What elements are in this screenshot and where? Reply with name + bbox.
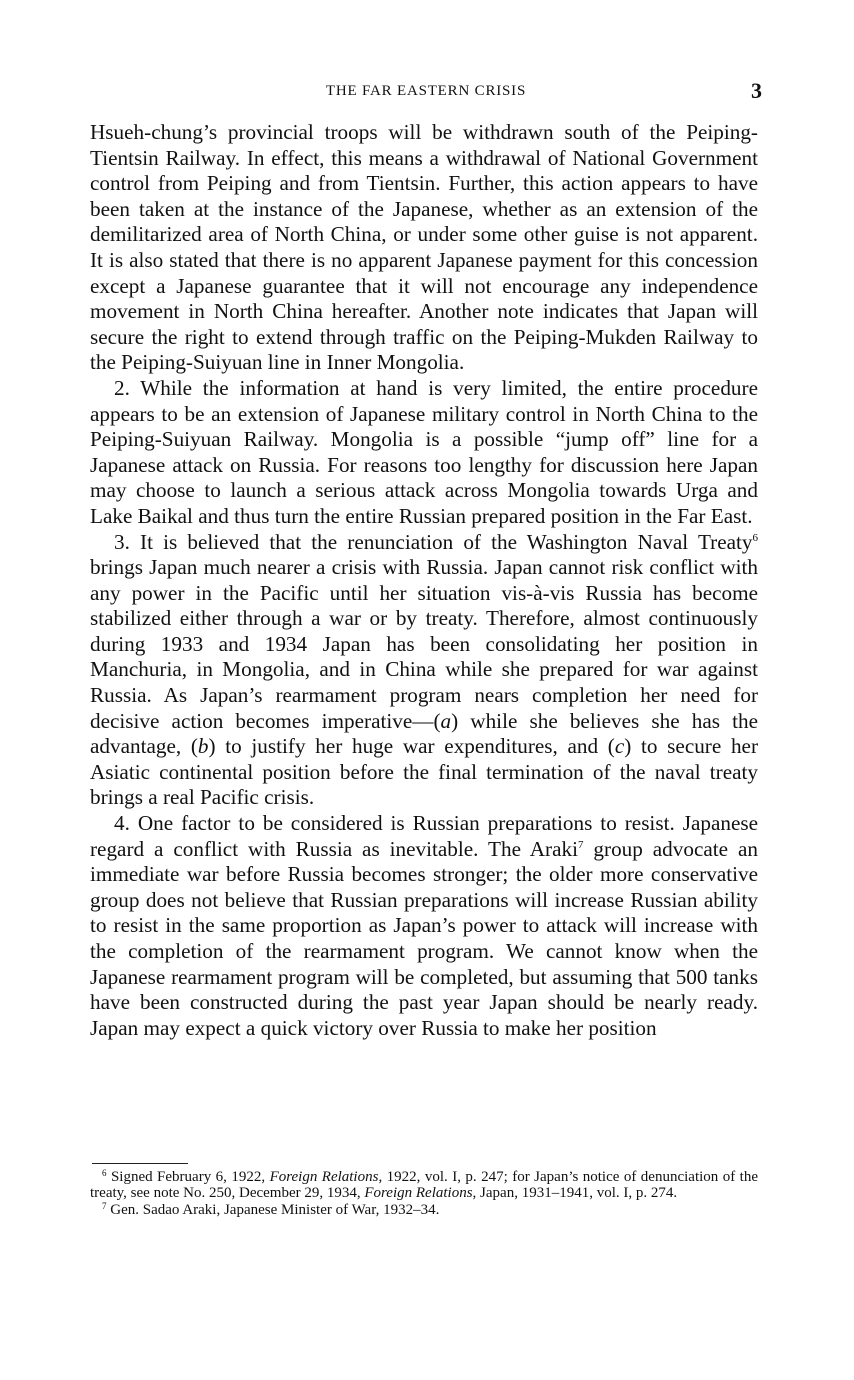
footnote-ref-7: 7 (577, 838, 584, 851)
running-title: THE FAR EASTERN CRISIS (325, 83, 527, 99)
body-text (90, 120, 758, 1041)
footnotes (90, 1169, 758, 1218)
list-marker-a: a (440, 708, 452, 733)
paragraph-text: 2. While the information at hand is very limited, the entire procedure appears to be an extension of Japanese military control in North China to the Peiping-Suiyuan Railway. Mongolia is a possible “jump off” line for a Japanese attack on Russia. For reasons too lengthy for discussion here Japan may choose to launch a serious attack across Mongolia towards Urga and Lake Baikal and thus turn the entire Russian prepared position in the Far East. (90, 375, 758, 528)
list-marker-c: c (614, 734, 625, 759)
citation-title: Foreign Relations (269, 1169, 379, 1185)
footnote-text: Gen. Sadao Araki, Japanese Minister of War, 1932–34. (106, 1201, 440, 1218)
paragraph-2 (90, 376, 758, 530)
footnote-text: , Japan, 1931–1941, vol. (472, 1185, 624, 1202)
paragraph-text: Hsueh-chung’s provincial troops will be withdrawn south of the Peiping-Tientsin Railway. In effect, this means a withdrawal of National Government control from Peiping and from Tientsin. Further, this action appears to have been taken at the instance of the Japanese, whether as an extension of the demilitarized area of North China, or under some other guise is not apparent. It is also stated that there is no apparent Japanese payment for this concession except a Japanese guarantee that it will not encourage any independence movement in North China hereafter. Another note indicates that Japan will secure the right to extend through traffic on the Peiping-Mukden Railway to the Peiping-Suiyuan line in Inner Mongolia. (90, 120, 758, 375)
paragraph-text: ) to justify her huge war expenditures, and ( (208, 734, 615, 759)
footnote-ref-6: 6 (752, 531, 758, 544)
page-header (90, 80, 762, 106)
footnote-7 (90, 1202, 758, 1218)
paragraph-text: brings Japan much nearer a crisis with Russia. Japan cannot risk conflict with any power in the Pacific until her situation vis-à-vis Russia has become stabilized either through a war or by treaty. Therefore, almost continuously during 1933 and 1934 Japan has been consolidating her position in Manchuria, in Mongolia, and in China while she prepared for war against Russia. As Japan’s rearmament program nears completion her need for decisive action becomes imperative—( (90, 555, 758, 733)
footnote-divider (92, 1163, 188, 1164)
page-number: 3 (751, 78, 762, 103)
paragraph-text: 3. It is believed that the renunciation of the Washington Naval Treaty (114, 529, 753, 554)
paragraph-continued (90, 120, 758, 376)
citation-title: Foreign Relations (364, 1185, 473, 1202)
footnote-mark: 6 (102, 1168, 107, 1178)
footnote-text: , 1922, vol. (378, 1169, 453, 1185)
paragraph-3 (90, 530, 758, 812)
paragraph-text: 4. One factor to be considered is Russian preparations to resist. Japanese regard a conflict with Russia as inevitable. The Araki (90, 811, 758, 861)
footnote-6 (90, 1169, 758, 1202)
paragraph-text: ) while she believes she has the advantage, ( (90, 708, 758, 759)
footnote-mark: 7 (102, 1200, 107, 1211)
paragraph-text: group advocate an immediate war before Russia becomes stronger; the older more conservative group does not believe that Russian preparations will increase Russian ability to resist in the same proportion as Japan’s power to attack will increase with the completion of the rearmament program. We cannot know when the Japanese rearmament program will be completed, but assuming that 500 tanks have been constructed during the past year Japan should be nearly ready. Japan may expect a quick victory over Russia to make her position (90, 836, 758, 1040)
paragraph-text: ) to secure her Asiatic continental position before the final termination of the naval treaty brings a real Pacific crisis. (90, 734, 759, 810)
volume-numeral: I (452, 1169, 458, 1185)
footnote-text: Signed February 6, 1922, (106, 1169, 270, 1185)
list-marker-b: b (197, 734, 209, 759)
footnote-text: , p. 274. (628, 1185, 678, 1202)
paragraph-4 (90, 811, 758, 1041)
volume-numeral: I (623, 1185, 629, 1202)
footnote-text: , p. 247; for Japan’s notice of denunciation of the treaty, see note No. 250, December 29, 1934, (90, 1169, 758, 1202)
